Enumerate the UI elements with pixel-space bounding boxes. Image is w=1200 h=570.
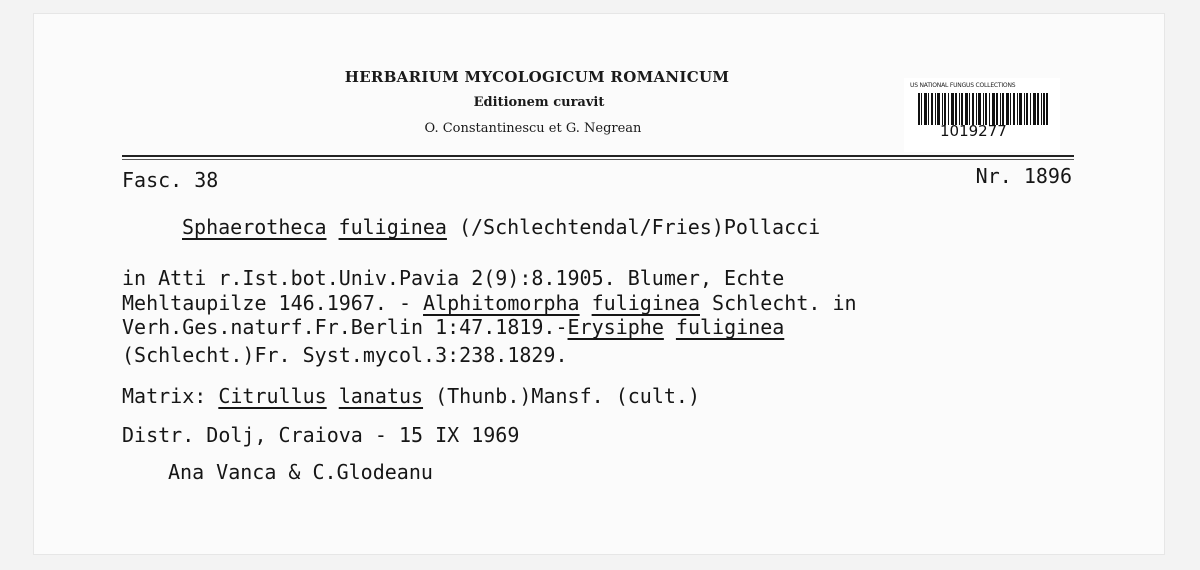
citation-line-2 [122, 293, 857, 313]
fascicle-number: Fasc. 38 [122, 168, 219, 192]
barcode-icon [918, 93, 1048, 125]
matrix-line [122, 386, 700, 406]
specimen-number: Nr. 1896 [975, 164, 1072, 188]
barcode-label [904, 78, 1060, 152]
barcode-caption: US NATIONAL FUNGUS COLLECTIONS [910, 82, 1016, 89]
citation-line-3 [122, 317, 784, 337]
synonym-1-epithet: fuliginea [591, 291, 700, 315]
citation-line-3-prefix: Verh.Ges.naturf.Fr.Berlin 1:47.1819.- [122, 315, 568, 339]
synonym-1-genus: Alphitomorpha [423, 291, 580, 315]
citation-line-2-suffix: Schlecht. in [700, 291, 857, 315]
host-epithet: lanatus [338, 384, 424, 408]
barcode-number: 1019277 [940, 122, 1007, 140]
host-genus: Citrullus [218, 384, 327, 408]
header-rule [122, 155, 1074, 157]
species-epithet: fuliginea [338, 215, 447, 239]
synonym-2-epithet: fuliginea [675, 315, 785, 339]
species-authority: (/Schlechtendal/Fries)Pollacci [458, 215, 821, 239]
species-name-line [182, 217, 820, 237]
edition-line: Editionem curavit [473, 95, 605, 110]
distribution-line: Distr. Dolj, Craiova - 15 IX 1969 [122, 423, 520, 447]
editors-line: O. Constantinescu et G. Negrean [424, 121, 642, 136]
matrix-label: Matrix: [122, 384, 219, 408]
synonym-2-genus: Erysiphe [567, 315, 664, 339]
species-genus: Sphaerotheca [182, 215, 327, 239]
collectors-line: Ana Vanca & C.Glodeanu [168, 460, 433, 484]
citation-line-1: in Atti r.Ist.bot.Univ.Pavia 2(9):8.1905. Blumer, Echte [122, 266, 785, 290]
header-rule-thin [122, 159, 1074, 160]
herbarium-title: HERBARIUM MYCOLOGICUM ROMANICUM [344, 68, 730, 86]
herbarium-label [34, 14, 1164, 554]
citation-line-2-prefix: Mehltaupilze 146.1967. - [122, 291, 424, 315]
host-authority: (Thunb.)Mansf. (cult.) [423, 384, 700, 408]
citation-line-4: (Schlecht.)Fr. Syst.mycol.3:238.1829. [122, 343, 568, 367]
